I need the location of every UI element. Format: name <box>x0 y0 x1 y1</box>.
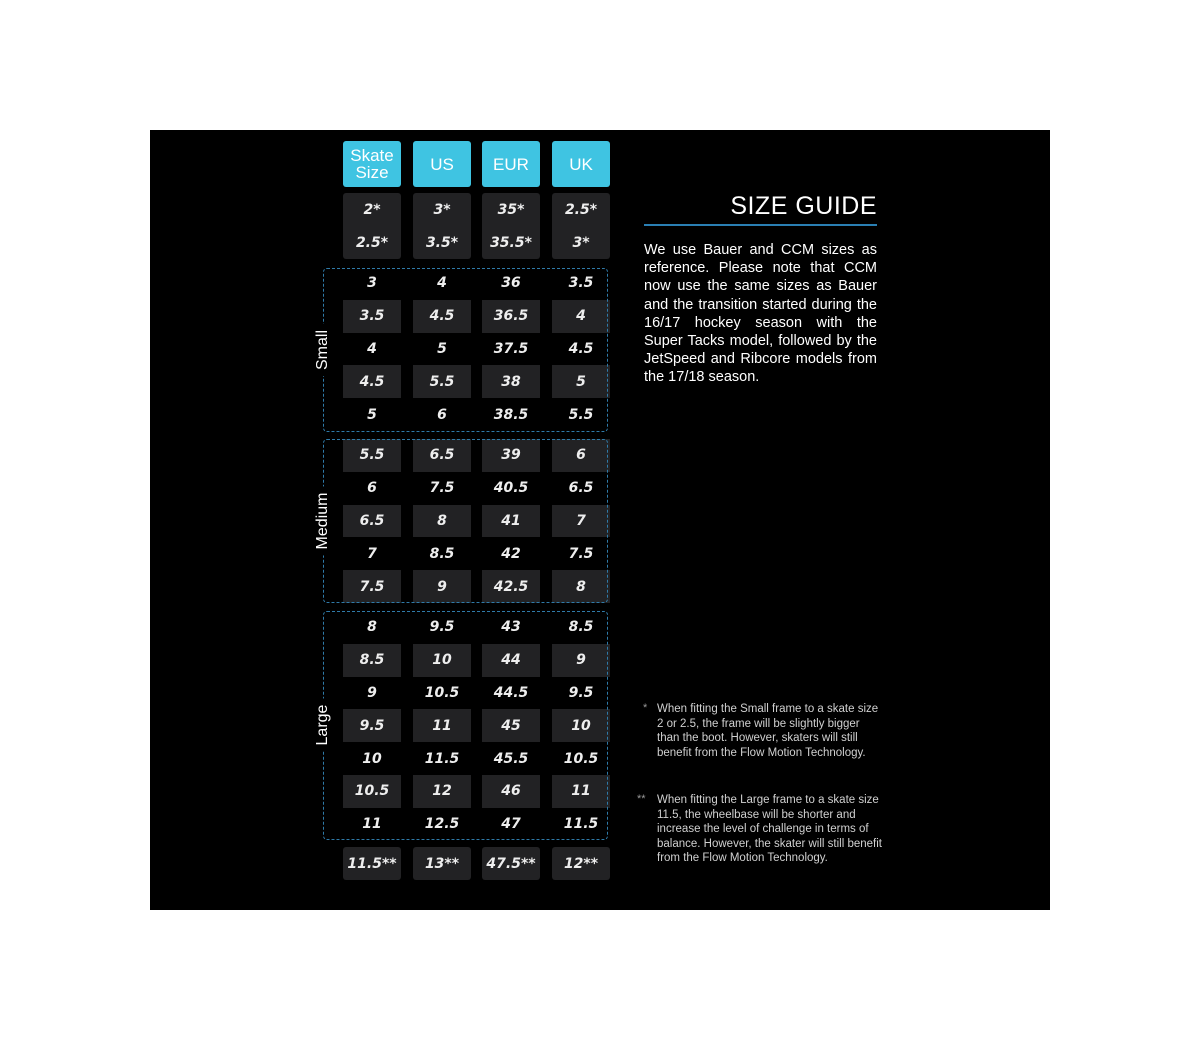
size-cell: 6.5 <box>413 439 471 472</box>
size-cell: 7.5 <box>429 480 455 497</box>
size-cell: 5 <box>552 365 610 398</box>
size-cell: 5 <box>437 340 447 357</box>
size-cell: 11 <box>362 816 382 833</box>
size-cell: 10.5 <box>424 684 460 701</box>
size-cell: 45.5 <box>493 750 529 767</box>
size-cell: 40.5 <box>493 480 529 497</box>
size-cell: 11.5 <box>563 816 599 833</box>
size-cell: 2* <box>343 193 401 226</box>
size-cell: 13** <box>413 847 471 880</box>
size-cell: 8 <box>367 619 377 636</box>
size-cell: 47 <box>501 816 521 833</box>
footnote-1-text: When fitting the Small frame to a skate size 2 or 2.5, the frame will be slightly bigger than the boot. However, skaters will still benefit from the Flow Motion Technology. <box>657 703 879 759</box>
size-cell: 45 <box>482 709 540 742</box>
size-cell: 4.5 <box>343 365 401 398</box>
size-cell: 6.5 <box>343 505 401 538</box>
size-cell: 9.5 <box>429 619 455 636</box>
size-cell: 35* <box>482 193 540 226</box>
size-cell: 8 <box>552 570 610 603</box>
size-cell: 3* <box>552 226 610 259</box>
size-cell: 12.5 <box>424 816 460 833</box>
header-uk: UK <box>552 141 610 187</box>
size-cell: 4 <box>552 300 610 333</box>
size-cell: 9 <box>413 570 471 603</box>
size-cell: 8.5 <box>429 545 455 562</box>
size-cell: 36.5 <box>482 300 540 333</box>
size-cell: 37.5 <box>493 340 529 357</box>
size-cell: 11 <box>413 709 471 742</box>
size-cell: 41 <box>482 505 540 538</box>
size-cell: 4.5 <box>413 300 471 333</box>
size-cell: 3.5 <box>568 275 594 292</box>
size-cell: 5.5 <box>413 365 471 398</box>
size-cell: 4.5 <box>568 340 594 357</box>
size-cell: 2.5* <box>552 193 610 226</box>
size-cell: 6 <box>367 480 377 497</box>
size-cell: 12** <box>552 847 610 880</box>
group-medium-frame <box>323 439 608 603</box>
size-cell: 46 <box>482 775 540 808</box>
size-cell: 10.5 <box>343 775 401 808</box>
footnote-2-text: When fitting the Large frame to a skate size 11.5, the wheelbase will be shorter and increase the level of challenge in terms of balance. However, the skater will still benefit from the Flow Motion Technology. <box>657 794 882 864</box>
size-cell: 3.5 <box>343 300 401 333</box>
size-guide-panel <box>150 130 1050 910</box>
header-eur: EUR <box>482 141 540 187</box>
group-label-large: Large <box>314 699 332 752</box>
size-cell: 42.5 <box>482 570 540 603</box>
size-cell: 11.5** <box>343 847 401 880</box>
group-small-frame <box>323 268 608 432</box>
size-cell: 42 <box>501 545 521 562</box>
title-underline <box>644 224 877 226</box>
size-cell: 44 <box>482 644 540 677</box>
size-cell: 7 <box>552 505 610 538</box>
size-cell: 5.5 <box>343 439 401 472</box>
size-cell: 8.5 <box>343 644 401 677</box>
page-title: SIZE GUIDE <box>730 192 877 220</box>
group-label-small: Small <box>314 324 332 376</box>
size-cell: 36 <box>501 275 521 292</box>
size-cell: 3 <box>367 275 377 292</box>
size-cell: 5.5 <box>568 406 594 423</box>
size-cell: 47.5** <box>482 847 540 880</box>
size-cell: 38.5 <box>493 406 529 423</box>
size-cell: 39 <box>482 439 540 472</box>
footnote-1-mark: * <box>643 702 648 714</box>
size-cell: 2.5* <box>343 226 401 259</box>
size-cell: 11.5 <box>424 750 460 767</box>
size-cell: 43 <box>501 619 521 636</box>
size-cell: 10.5 <box>563 750 599 767</box>
size-cell: 12 <box>413 775 471 808</box>
size-cell: 10 <box>552 709 610 742</box>
group-label-medium: Medium <box>314 487 332 556</box>
size-cell: 6.5 <box>568 480 594 497</box>
header-skate-size: Skate Size <box>343 141 401 187</box>
size-cell: 4 <box>367 340 377 357</box>
size-cell: 10 <box>413 644 471 677</box>
size-cell: 35.5* <box>482 226 540 259</box>
size-cell: 4 <box>437 275 447 292</box>
header-us: US <box>413 141 471 187</box>
footnote-2-mark: ** <box>637 793 646 805</box>
size-cell: 7.5 <box>568 545 594 562</box>
size-cell: 8.5 <box>568 619 594 636</box>
size-cell: 3* <box>413 193 471 226</box>
size-cell: 9.5 <box>568 684 594 701</box>
size-cell: 6 <box>552 439 610 472</box>
size-cell: 9 <box>367 684 377 701</box>
intro-paragraph: We use Bauer and CCM sizes as reference. Please note that CCM now use the same sizes as Bauer and the transition started during the 16/17 hockey season with the Super Tacks model, followed by the JetSpeed and Ribcore models from the 17/18 season. <box>644 242 877 386</box>
size-cell: 9 <box>552 644 610 677</box>
group-large-frame <box>323 611 608 840</box>
size-cell: 7.5 <box>343 570 401 603</box>
size-cell: 38 <box>482 365 540 398</box>
size-cell: 9.5 <box>343 709 401 742</box>
size-cell: 8 <box>413 505 471 538</box>
size-cell: 11 <box>552 775 610 808</box>
size-cell: 7 <box>367 545 377 562</box>
size-cell: 44.5 <box>493 684 529 701</box>
size-cell: 3.5* <box>413 226 471 259</box>
size-cell: 10 <box>362 750 382 767</box>
size-cell: 5 <box>367 406 377 423</box>
size-cell: 6 <box>437 406 447 423</box>
